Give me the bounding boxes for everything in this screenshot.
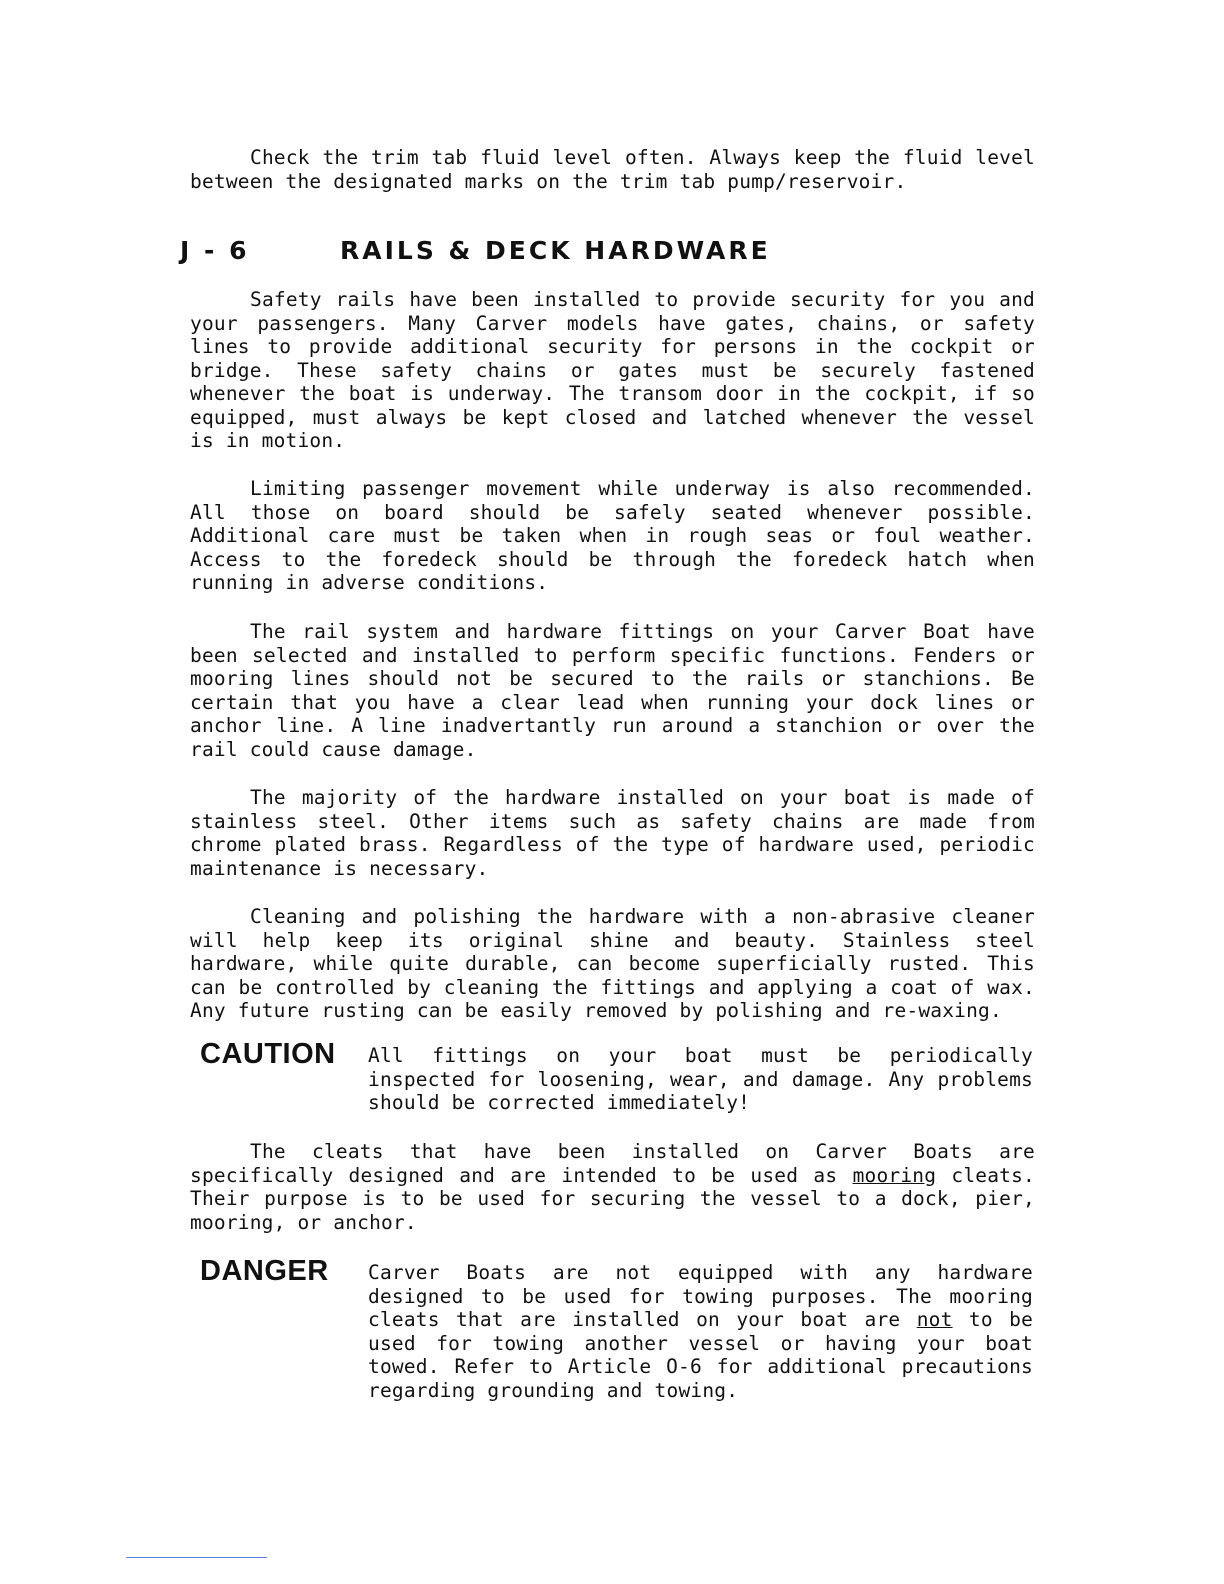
caution-text: All fittings on your boat must be periodically inspected for loosening, wear, and damage. Any problems should be corrected immediately!	[368, 1044, 1033, 1114]
intro-paragraph: Check the trim tab fluid level often. Always keep the fluid level between the designated marks on the trim tab pump/reservoir.	[190, 146, 1035, 193]
paragraph-cleats	[190, 1140, 1035, 1234]
caution-label: CAUTION	[200, 1038, 336, 1070]
danger-text-before: Carver Boats are not equipped with any hardware designed to be used for towing purposes. The mooring cleats that are installed on your boat are	[368, 1261, 1033, 1331]
danger-emphasis: not	[916, 1308, 953, 1331]
section-title: RAILS & DECK HARDWARE	[340, 236, 771, 265]
danger-label: DANGER	[200, 1255, 329, 1287]
paragraph-rail-system: The rail system and hardware fittings on your Carver Boat have been selected and installed to perform specific functions. Fenders or mooring lines should not be secured to the rails or stanchions. Be certain that you have a clear lead when running your dock lines or anchor line. A line inadvertantly run around a stanchion or over the rail could cause damage.	[190, 620, 1035, 761]
paragraph-passenger-movement: Limiting passenger movement while underway is also recommended. All those on board should be safely seated whenever possible. Additional care must be taken when in rough seas or foul weather. Access to the foredeck should be through the foredeck hatch when running in adverse conditions.	[190, 477, 1035, 594]
paragraph-cleaning: Cleaning and polishing the hardware with a non-abrasive cleaner will help keep its original shine and beauty. Stainless steel hardware, while quite durable, can become superficially rusted. This can be controlled by cleaning the fittings and applying a coat of wax. Any future rusting can be easily removed by polishing and re-waxing.	[190, 905, 1035, 1022]
cleats-text-after: cleats. Their purpose is to be used for securing the vessel to a dock, pier, mooring, or anchor.	[190, 1163, 1035, 1234]
danger-text	[368, 1261, 1033, 1402]
paragraph-hardware-material: The majority of the hardware installed on your boat is made of stainless steel. Other items such as safety chains are made from chrome plated brass. Regardless of the type of hardware used, periodic maintenance is necessary.	[190, 786, 1035, 880]
section-heading	[180, 236, 771, 265]
section-number: J - 6	[180, 236, 250, 265]
paragraph-safety-rails: Safety rails have been installed to provide security for you and your passengers. Many Carver models have gates, chains, or safety lines to provide additional security for persons in the cockpit or bridge. These safety chains or gates must be securely fastened whenever the boat is underway. The transom door in the cockpit, if so equipped, must always be kept closed and latched whenever the vessel is in motion.	[190, 288, 1035, 452]
footer-rule	[126, 1557, 267, 1558]
cleats-text-before: The cleats that have been installed on Carver Boats are specifically designed and are intended to be used as	[190, 1140, 1035, 1187]
danger-text-after: to be used for towing another vessel or having your boat towed. Refer to Article O-6 for additional precautions regarding grounding and towing.	[368, 1308, 1034, 1402]
cleats-emphasis: mooring	[852, 1163, 937, 1187]
